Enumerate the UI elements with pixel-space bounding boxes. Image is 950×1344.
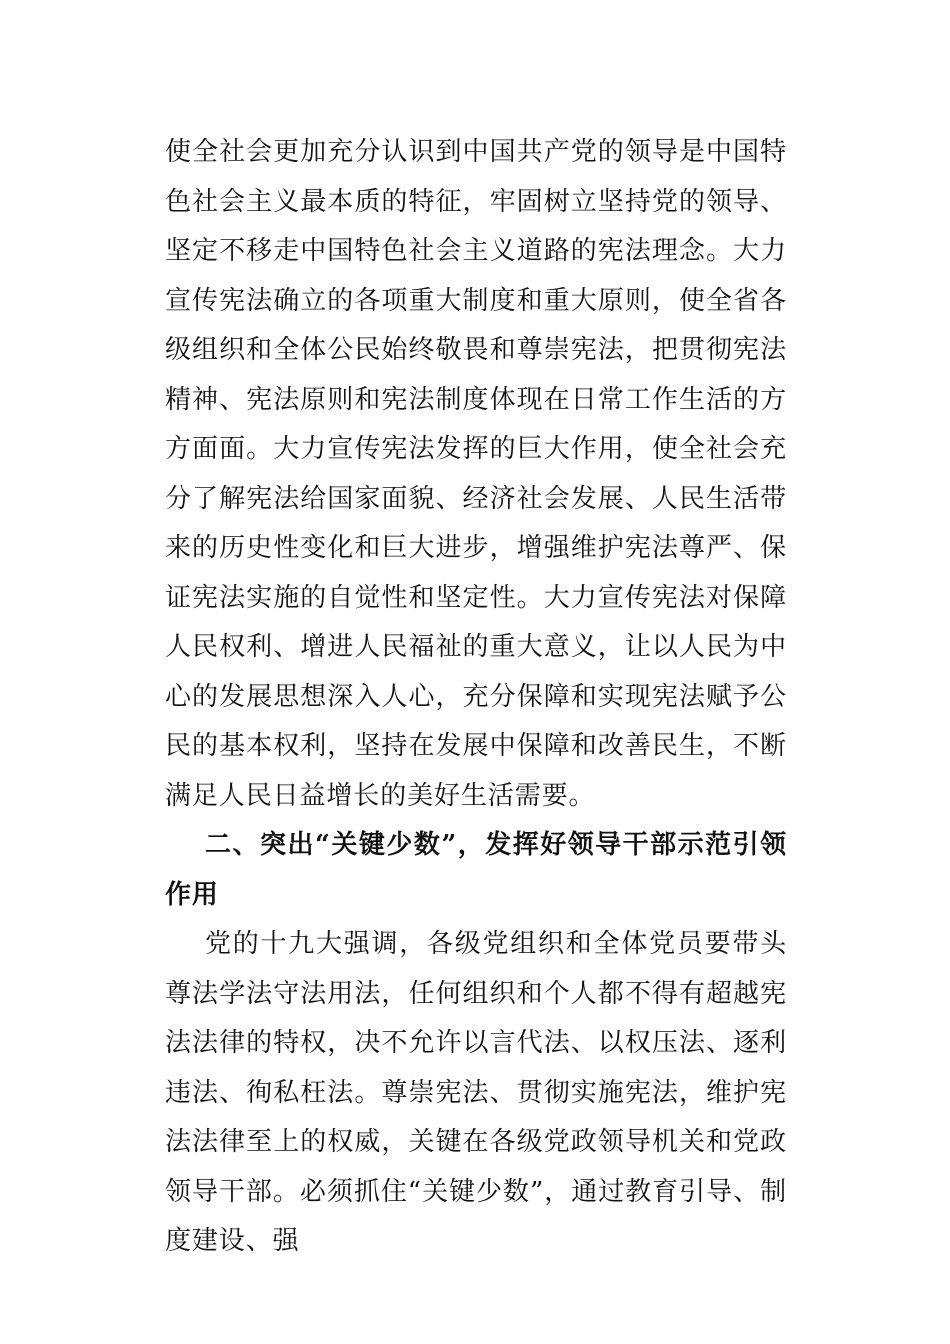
body-paragraph: 使全社会更加充分认识到中国共产党的领导是中国特色社会主义最本质的特征，牢固树立坚持党的领导、坚定不移走中国特色社会主义道路的宪法理念。大力宣传宪法确立的各项重大制度和重大原则，使全省各级组织和全体公民始终敬畏和尊崇宪法，把贯彻宪法精神、宪法原则和宪法制度体现在日常工作生活的方方面面。大力宣传宪法发挥的巨大作用，使全社会充分了解宪法给国家面貌、经济社会发展、人民生活带来的历史性变化和巨大进步，增强维护宪法尊严、保证宪法实施的自觉性和坚定性。大力宣传宪法对保障人民权利、增进人民福祉的重大意义，让以人民为中心的发展思想深入人心，充分保障和实现宪法赋予公民的基本权利，坚持在发展中保障和改善民生，不断满足人民日益增长的美好生活需要。 [165, 137, 787, 811]
section-heading: 二、突出“关键少数”，发挥好领导干部示范引领作用 [165, 830, 787, 910]
document-body [165, 128, 787, 1267]
body-paragraph: 党的十九大强调，各级党组织和全体党员要带头尊法学法守法用法，任何组织和个人都不得有超越宪法法律的特权，决不允许以言代法、以权压法、逐利违法、徇私枉法。尊崇宪法、贯彻实施宪法，维护宪法法律至上的权威，关键在各级党政领导机关和党政领导干部。必须抓住“关键少数”，通过教育引导、制度建设、强 [165, 929, 787, 1256]
